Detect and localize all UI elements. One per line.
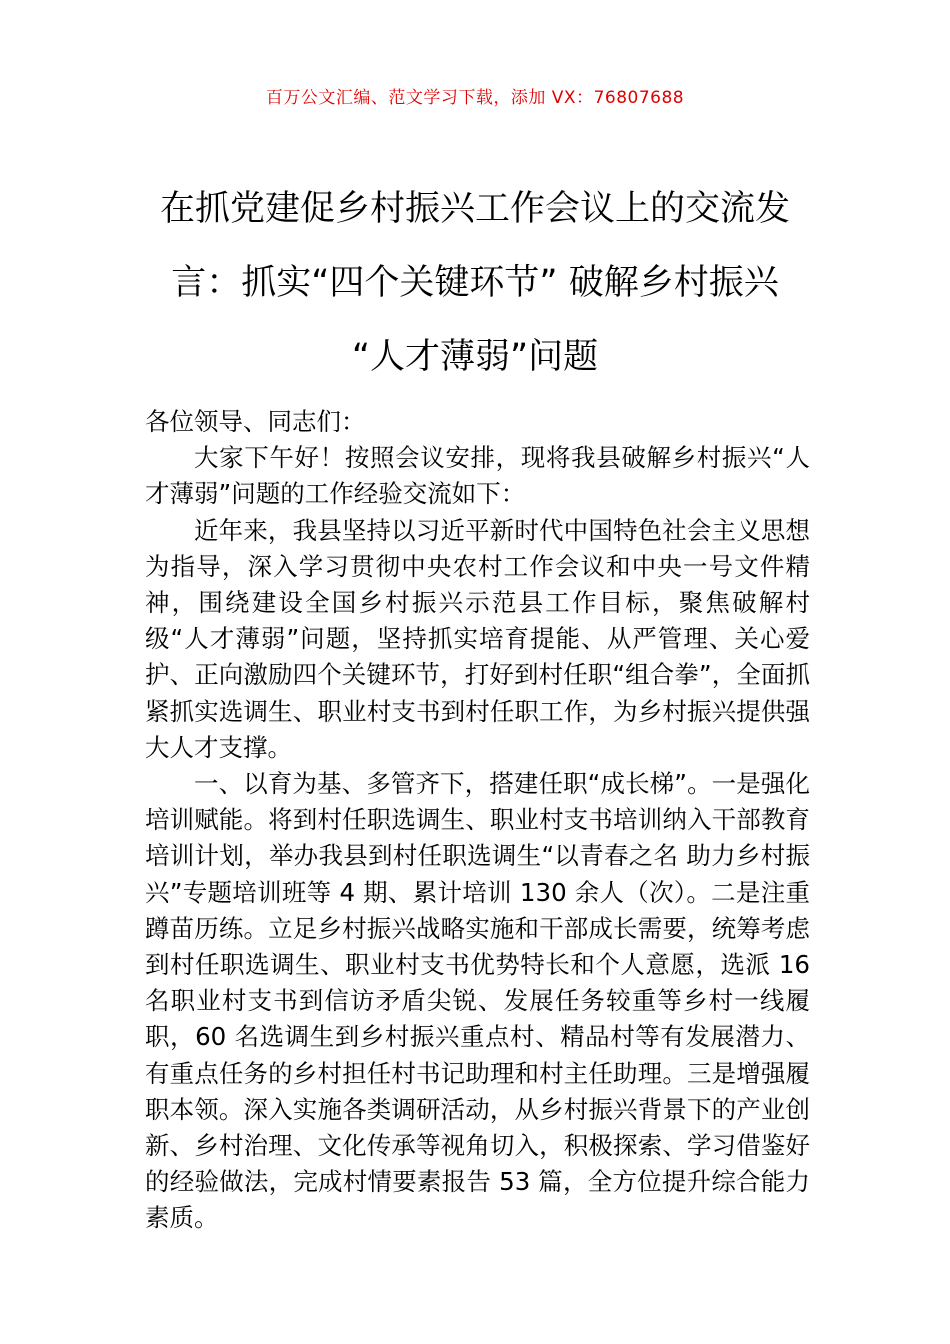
paragraph-2: 近年来，我县坚持以习近平新时代中国特色社会主义思想为指导，深入学习贯彻中央农村工作会议和中央一号文件精神，围绕建设全国乡村振兴示范县工作目标，聚焦破解村级“人才薄弱”问题，坚持抓实培育提能、从严管理、关心爱护、正向激励四个关键环节，打好到村任职“组合拳”，全面抓紧抓实选调生、职业村支书到村任职工作，为乡村振兴提供强大人才支撑。 [145,515,810,762]
header-note: 百万公文汇编、范文学习下载，添加 VX：76807688 [265,88,685,108]
document-title [130,172,820,394]
paragraph-1: 大家下午好！按照会议安排，现将我县破解乡村振兴“人才薄弱”问题的工作经验交流如下： [145,443,810,509]
paragraph-3: 一、以育为基、多管齐下，搭建任职“成长梯”。一是强化培训赋能。将到村任职选调生、职业村支书培训纳入干部教育培训计划，举办我县到村任职选调生“以青春之名 助力乡村振兴”专题培训班等 4 期、累计培训 130 余人（次）。二是注重蹲苗历练。立足乡村振兴战略实施和干部成长需要，统筹考虑到村任职选调生、职业村支书优势特长和个人意愿，选派 16 名职业村支书到信访矛盾尖锐、发展任务较重等乡村一线履职，60 名选调生到乡村振兴重点村、精品村等有发展潜力、有重点任务的乡村担任村书记助理和村主任助理。三是增强履职本领。深入实施各类调研活动，从乡村振兴背景下的产业创新、乡村治理、文化传承等视角切入，积极探索、学习借鉴好的经验做法，完成村情要素报告 53 篇，全方位提升综合能力素质。 [145,769,810,1233]
title-line-1: 在抓党建促乡村振兴工作会议上的交流发 [159,189,790,229]
salutation: 各位领导、同志们： [145,407,366,436]
title-line-2: 言：抓实“四个关键环节” 破解乡村振兴 [171,263,779,303]
document-body [145,404,810,1237]
title-line-3: “人才薄弱”问题 [351,337,599,377]
